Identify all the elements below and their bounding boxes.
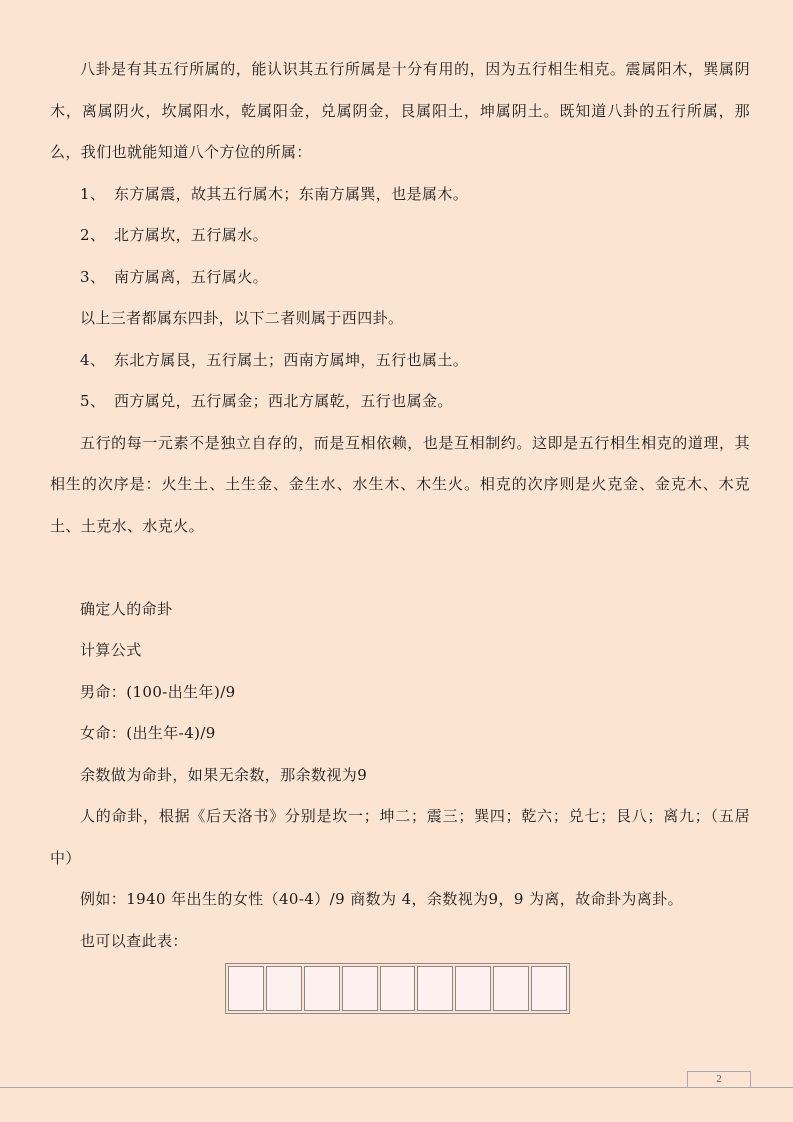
table-cell — [304, 966, 340, 1011]
list-item-3 — [50, 257, 750, 299]
list-item-4 — [50, 340, 750, 382]
table-cell — [531, 966, 567, 1011]
list-number: 5、 — [80, 392, 106, 410]
list-text: 西方属兑，五行属金；西北方属乾，五行也属金。 — [114, 392, 453, 410]
paragraph-wuxing-intro: 八卦是有其五行所属的，能认识其五行所属是十分有用的，因为五行相生相克。震属阳木，巽属阴木，离属阴火，坎属阳水，乾属阳金，兑属阴金，艮属阳土，坤属阴土。既知道八卦的五行所属，那么，我们也就能知道八个方位的所属： — [50, 60, 750, 161]
list-item-5 — [50, 381, 750, 423]
footer-divider — [0, 1087, 793, 1088]
blank-line — [50, 547, 750, 589]
list-text: 东方属震，故其五行属木；东南方属巽，也是属木。 — [114, 184, 469, 203]
table-cell — [455, 966, 491, 1011]
list-number: 4、 — [80, 350, 106, 369]
paragraph-example: 例如：1940 年出生的女性（40-4）/9 商数为 4，余数视为9，9 为离，故命卦为离卦。 — [80, 890, 683, 908]
paragraph-male-formula: 男命：(100-出生年)/9 — [80, 682, 236, 701]
table-cell — [417, 966, 453, 1011]
table-cell — [493, 966, 529, 1011]
body-text — [50, 49, 750, 962]
table-cell — [342, 966, 378, 1011]
list-text: 北方属坎，五行属水。 — [114, 226, 269, 244]
list-text: 南方属离，五行属火。 — [114, 267, 269, 286]
paragraph-formula-title: 计算公式 — [80, 641, 142, 659]
list-item-1 — [50, 174, 750, 216]
paragraph-remainder: 余数做为命卦，如果无余数，那余数视为9 — [80, 765, 368, 784]
list-text: 东北方属艮，五行属土；西南方属坤，五行也属土。 — [114, 350, 469, 369]
list-number: 3、 — [80, 267, 106, 286]
paragraph-luoshu: 人的命卦，根据《后天洛书》分别是坎一；坤二；震三；巽四；乾六；兑七；艮八；离九；（五居中） — [50, 807, 750, 867]
table-cell — [380, 966, 416, 1011]
list-number: 1、 — [80, 184, 106, 203]
table-cell — [266, 966, 302, 1011]
paragraph-east-west: 以上三者都属东四卦，以下二者则属于西四卦。 — [80, 309, 404, 327]
list-number: 2、 — [80, 226, 106, 244]
section-heading-minggua: 确定人的命卦 — [80, 599, 173, 618]
lookup-table — [225, 963, 570, 1014]
table-cell — [228, 966, 264, 1011]
paragraph-sheng-ke: 五行的每一元素不是独立自存的，而是互相依赖，也是互相制约。这即是五行相生相克的道理，其相生的次序是：火生土、土生金、金生水、水生木、木生火。相克的次序则是火克金、金克木、木克土、土克水、水克火。 — [50, 433, 750, 535]
page-number: 2 — [687, 1071, 751, 1087]
paragraph-table-intro: 也可以查此表： — [80, 931, 188, 950]
list-item-2 — [50, 215, 750, 257]
paragraph-female-formula: 女命：(出生年-4)/9 — [80, 724, 216, 742]
